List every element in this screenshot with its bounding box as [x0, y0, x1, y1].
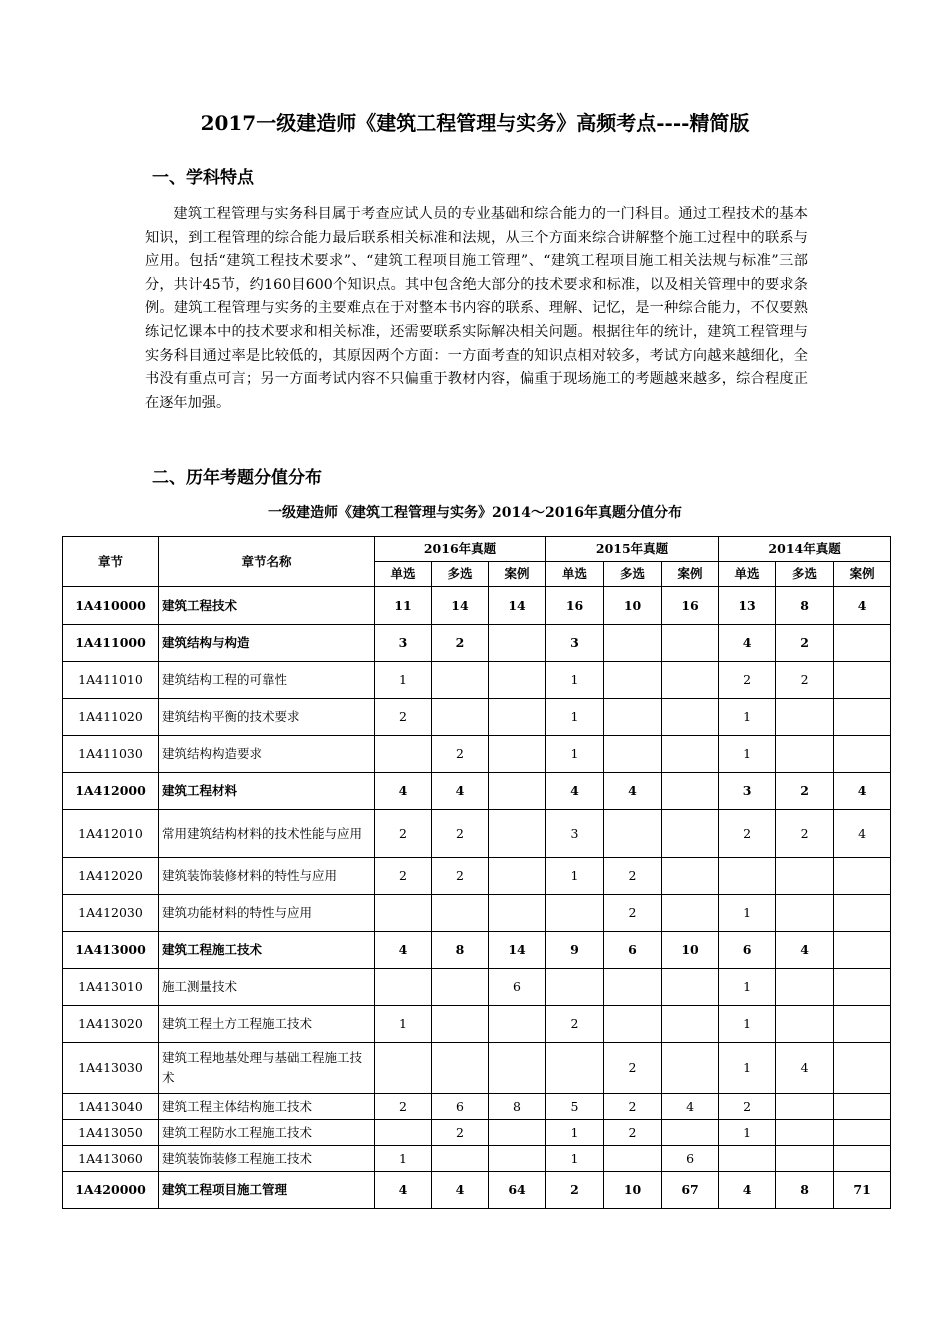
header-type-single: 单选 — [375, 562, 432, 587]
table-row — [63, 1043, 891, 1094]
score-cell — [489, 625, 546, 662]
score-cell: 1 — [719, 1120, 776, 1146]
chapter-code: 1A413050 — [63, 1120, 159, 1146]
score-cell: 1 — [375, 1006, 432, 1043]
score-cell — [546, 895, 604, 932]
chapter-code: 1A411030 — [63, 736, 159, 773]
score-cell — [834, 932, 891, 969]
header-type-single: 单选 — [719, 562, 776, 587]
header-type-multi: 多选 — [432, 562, 489, 587]
chapter-code: 1A411010 — [63, 662, 159, 699]
score-cell — [834, 1094, 891, 1120]
score-cell: 6 — [719, 932, 776, 969]
header-type-case: 案例 — [489, 562, 546, 587]
score-cell — [662, 736, 719, 773]
header-type-multi: 多选 — [776, 562, 834, 587]
score-cell — [375, 1120, 432, 1146]
score-cell: 3 — [375, 625, 432, 662]
score-cell — [432, 895, 489, 932]
score-cell: 4 — [604, 773, 662, 810]
table-row — [63, 736, 891, 773]
score-cell — [546, 969, 604, 1006]
chapter-name: 常用建筑结构材料的技术性能与应用 — [159, 810, 375, 858]
score-cell — [834, 1120, 891, 1146]
score-cell: 16 — [546, 587, 604, 625]
score-cell — [489, 1146, 546, 1172]
score-cell: 4 — [432, 773, 489, 810]
score-cell: 2 — [604, 1120, 662, 1146]
score-cell: 1 — [719, 1043, 776, 1094]
chapter-name: 建筑功能材料的特性与应用 — [159, 895, 375, 932]
score-cell — [489, 810, 546, 858]
score-cell — [776, 895, 834, 932]
table-caption: 一级建造师《建筑工程管理与实务》2014～2016年真题分值分布 — [268, 505, 682, 521]
score-cell: 67 — [662, 1172, 719, 1209]
score-cell — [662, 895, 719, 932]
score-cell: 1 — [375, 1146, 432, 1172]
score-cell: 5 — [546, 1094, 604, 1120]
chapter-code: 1A412010 — [63, 810, 159, 858]
chapter-code: 1A413020 — [63, 1006, 159, 1043]
score-cell: 2 — [776, 773, 834, 810]
score-cell: 1 — [546, 699, 604, 736]
score-cell: 10 — [604, 587, 662, 625]
score-cell: 2 — [432, 858, 489, 895]
score-cell — [834, 1146, 891, 1172]
chapter-code: 1A411000 — [63, 625, 159, 662]
chapter-name: 建筑结构与构造 — [159, 625, 375, 662]
score-distribution-table — [62, 536, 891, 1209]
header-type-case: 案例 — [662, 562, 719, 587]
header-chapter-name: 章节名称 — [159, 537, 375, 587]
score-cell — [662, 1043, 719, 1094]
score-cell: 4 — [375, 932, 432, 969]
score-cell: 2 — [719, 662, 776, 699]
score-cell — [776, 736, 834, 773]
score-cell: 16 — [662, 587, 719, 625]
score-cell: 11 — [375, 587, 432, 625]
score-cell: 2 — [604, 1094, 662, 1120]
score-cell: 71 — [834, 1172, 891, 1209]
score-cell: 1 — [719, 895, 776, 932]
table-row — [63, 587, 891, 625]
score-cell — [432, 969, 489, 1006]
chapter-name: 建筑工程地基处理与基础工程施工技术 — [159, 1043, 375, 1094]
chapter-name: 建筑工程材料 — [159, 773, 375, 810]
table-row — [63, 932, 891, 969]
score-cell: 6 — [432, 1094, 489, 1120]
score-cell: 1 — [546, 1146, 604, 1172]
table-row — [63, 895, 891, 932]
score-cell: 2 — [776, 625, 834, 662]
table-row — [63, 1172, 891, 1209]
score-cell: 2 — [432, 1120, 489, 1146]
score-cell: 2 — [432, 810, 489, 858]
score-cell — [776, 1094, 834, 1120]
score-cell: 2 — [432, 625, 489, 662]
score-cell — [662, 858, 719, 895]
score-cell: 2 — [375, 1094, 432, 1120]
score-cell: 10 — [604, 1172, 662, 1209]
header-year-2015: 2015年真题 — [546, 537, 719, 562]
table-row — [63, 773, 891, 810]
chapter-name: 建筑结构工程的可靠性 — [159, 662, 375, 699]
chapter-name: 建筑结构平衡的技术要求 — [159, 699, 375, 736]
score-cell: 4 — [375, 1172, 432, 1209]
score-cell: 4 — [546, 773, 604, 810]
chapter-name: 施工测量技术 — [159, 969, 375, 1006]
score-cell: 8 — [432, 932, 489, 969]
chapter-name: 建筑装饰装修工程施工技术 — [159, 1146, 375, 1172]
table-row — [63, 1146, 891, 1172]
chapter-code: 1A412000 — [63, 773, 159, 810]
header-type-case: 案例 — [834, 562, 891, 587]
section-heading-1: 一、学科特点 — [152, 168, 254, 188]
score-cell — [719, 1146, 776, 1172]
table-row — [63, 699, 891, 736]
score-cell — [489, 773, 546, 810]
score-cell — [604, 810, 662, 858]
score-cell — [489, 895, 546, 932]
score-cell — [834, 858, 891, 895]
score-cell — [604, 736, 662, 773]
score-cell: 2 — [604, 895, 662, 932]
score-cell — [719, 858, 776, 895]
score-cell — [489, 736, 546, 773]
score-cell: 1 — [719, 736, 776, 773]
score-cell: 10 — [662, 932, 719, 969]
score-cell — [375, 895, 432, 932]
score-cell — [776, 969, 834, 1006]
score-cell — [662, 969, 719, 1006]
score-cell: 1 — [546, 736, 604, 773]
score-cell: 3 — [546, 810, 604, 858]
score-cell: 4 — [375, 773, 432, 810]
score-cell — [489, 699, 546, 736]
score-cell: 4 — [432, 1172, 489, 1209]
score-cell — [432, 1146, 489, 1172]
score-cell — [662, 773, 719, 810]
score-cell — [834, 1006, 891, 1043]
score-cell — [834, 662, 891, 699]
score-cell — [662, 699, 719, 736]
score-cell: 2 — [604, 858, 662, 895]
score-cell: 2 — [719, 810, 776, 858]
score-cell: 4 — [834, 810, 891, 858]
header-year-2016: 2016年真题 — [375, 537, 546, 562]
score-cell — [834, 736, 891, 773]
score-cell — [489, 1006, 546, 1043]
score-cell — [604, 1146, 662, 1172]
score-cell: 64 — [489, 1172, 546, 1209]
chapter-code: 1A413000 — [63, 932, 159, 969]
score-cell — [375, 969, 432, 1006]
score-cell: 8 — [776, 587, 834, 625]
score-cell: 6 — [604, 932, 662, 969]
score-cell — [662, 1006, 719, 1043]
score-cell: 4 — [719, 1172, 776, 1209]
score-cell: 2 — [432, 736, 489, 773]
document-title: 2017一级建造师《建筑工程管理与实务》高频考点----精简版 — [200, 111, 750, 135]
score-cell — [604, 699, 662, 736]
score-cell: 14 — [489, 932, 546, 969]
score-cell: 4 — [776, 1043, 834, 1094]
chapter-code: 1A410000 — [63, 587, 159, 625]
score-cell — [662, 810, 719, 858]
score-cell: 2 — [604, 1043, 662, 1094]
chapter-code: 1A412020 — [63, 858, 159, 895]
score-cell — [489, 662, 546, 699]
header-year-2014: 2014年真题 — [719, 537, 891, 562]
header-chapter: 章节 — [63, 537, 159, 587]
score-cell — [432, 699, 489, 736]
chapter-name: 建筑工程主体结构施工技术 — [159, 1094, 375, 1120]
table-row — [63, 625, 891, 662]
chapter-name: 建筑工程项目施工管理 — [159, 1172, 375, 1209]
score-cell — [776, 1146, 834, 1172]
score-cell — [375, 1043, 432, 1094]
score-cell: 4 — [776, 932, 834, 969]
score-cell: 4 — [662, 1094, 719, 1120]
score-cell: 2 — [375, 810, 432, 858]
chapter-code: 1A413040 — [63, 1094, 159, 1120]
score-cell: 4 — [834, 587, 891, 625]
score-cell: 2 — [546, 1172, 604, 1209]
score-cell: 2 — [776, 662, 834, 699]
table-row — [63, 1120, 891, 1146]
chapter-name: 建筑工程土方工程施工技术 — [159, 1006, 375, 1043]
score-cell — [604, 1006, 662, 1043]
score-cell: 6 — [662, 1146, 719, 1172]
score-cell: 1 — [719, 969, 776, 1006]
table-row — [63, 969, 891, 1006]
score-cell — [776, 858, 834, 895]
table-row — [63, 662, 891, 699]
score-cell: 14 — [489, 587, 546, 625]
table-row — [63, 1006, 891, 1043]
body-paragraph: 建筑工程管理与实务科目属于考查应试人员的专业基础和综合能力的一门科目。通过工程技术的基本知识，到工程管理的综合能力最后联系相关标准和法规，从三个方面来综合讲解整个施工过程中的联系与应用。包括“建筑工程技术要求”、“建筑工程项目施工管理”、“建筑工程项目施工相关法规与标准”三部分，共计45节，约160目600个知识点。其中包含绝大部分的技术要求和标准，以及相关管理中的要求条例。建筑工程管理与实务的主要难点在于对整本书内容的联系、理解、记忆，是一种综合能力，不仅要熟练记忆课本中的技术要求和相关标准，还需要联系实际解决相关问题。根据往年的统计，建筑工程管理与实务科目通过率是比较低的，其原因两个方面：一方面考查的知识点相对较多，考试方向越来越细化，全书没有重点可言；另一方面考试内容不只偏重于教材内容，偏重于现场施工的考题越来越多，综合程度正在逐年加强。 — [145, 206, 808, 411]
score-cell — [834, 699, 891, 736]
score-cell: 3 — [719, 773, 776, 810]
table-row — [63, 1094, 891, 1120]
chapter-code: 1A412030 — [63, 895, 159, 932]
score-cell: 4 — [719, 625, 776, 662]
score-cell: 8 — [776, 1172, 834, 1209]
score-cell — [604, 625, 662, 662]
score-cell: 2 — [375, 858, 432, 895]
score-cell: 1 — [719, 699, 776, 736]
score-cell — [604, 662, 662, 699]
chapter-name: 建筑结构构造要求 — [159, 736, 375, 773]
header-type-single: 单选 — [546, 562, 604, 587]
score-cell: 8 — [489, 1094, 546, 1120]
section-heading-2: 二、历年考题分值分布 — [152, 468, 322, 488]
table-row — [63, 810, 891, 858]
score-cell: 4 — [834, 773, 891, 810]
chapter-name: 建筑工程施工技术 — [159, 932, 375, 969]
score-cell — [776, 699, 834, 736]
score-cell — [432, 1006, 489, 1043]
header-type-multi: 多选 — [604, 562, 662, 587]
score-cell — [834, 969, 891, 1006]
chapter-code: 1A413030 — [63, 1043, 159, 1094]
score-cell — [489, 858, 546, 895]
score-cell: 9 — [546, 932, 604, 969]
score-cell — [375, 736, 432, 773]
score-cell: 1 — [546, 662, 604, 699]
chapter-code: 1A413010 — [63, 969, 159, 1006]
score-cell: 1 — [719, 1006, 776, 1043]
chapter-name: 建筑工程防水工程施工技术 — [159, 1120, 375, 1146]
chapter-name: 建筑装饰装修材料的特性与应用 — [159, 858, 375, 895]
score-cell — [662, 1120, 719, 1146]
score-cell: 2 — [546, 1006, 604, 1043]
score-cell: 2 — [719, 1094, 776, 1120]
score-cell — [834, 625, 891, 662]
score-cell — [604, 969, 662, 1006]
score-cell: 2 — [776, 810, 834, 858]
score-cell: 13 — [719, 587, 776, 625]
score-cell: 14 — [432, 587, 489, 625]
score-cell — [432, 662, 489, 699]
score-cell — [662, 662, 719, 699]
score-cell: 1 — [546, 858, 604, 895]
score-cell: 2 — [375, 699, 432, 736]
chapter-code: 1A411020 — [63, 699, 159, 736]
score-cell: 3 — [546, 625, 604, 662]
chapter-code: 1A420000 — [63, 1172, 159, 1209]
score-cell: 1 — [375, 662, 432, 699]
chapter-name: 建筑工程技术 — [159, 587, 375, 625]
score-cell — [834, 895, 891, 932]
score-cell — [489, 1043, 546, 1094]
score-cell — [432, 1043, 489, 1094]
score-cell — [662, 625, 719, 662]
score-cell — [834, 1043, 891, 1094]
chapter-code: 1A413060 — [63, 1146, 159, 1172]
score-cell: 6 — [489, 969, 546, 1006]
score-cell — [489, 1120, 546, 1146]
table-row — [63, 858, 891, 895]
score-cell — [776, 1006, 834, 1043]
score-cell — [776, 1120, 834, 1146]
score-cell: 1 — [546, 1120, 604, 1146]
score-cell — [546, 1043, 604, 1094]
